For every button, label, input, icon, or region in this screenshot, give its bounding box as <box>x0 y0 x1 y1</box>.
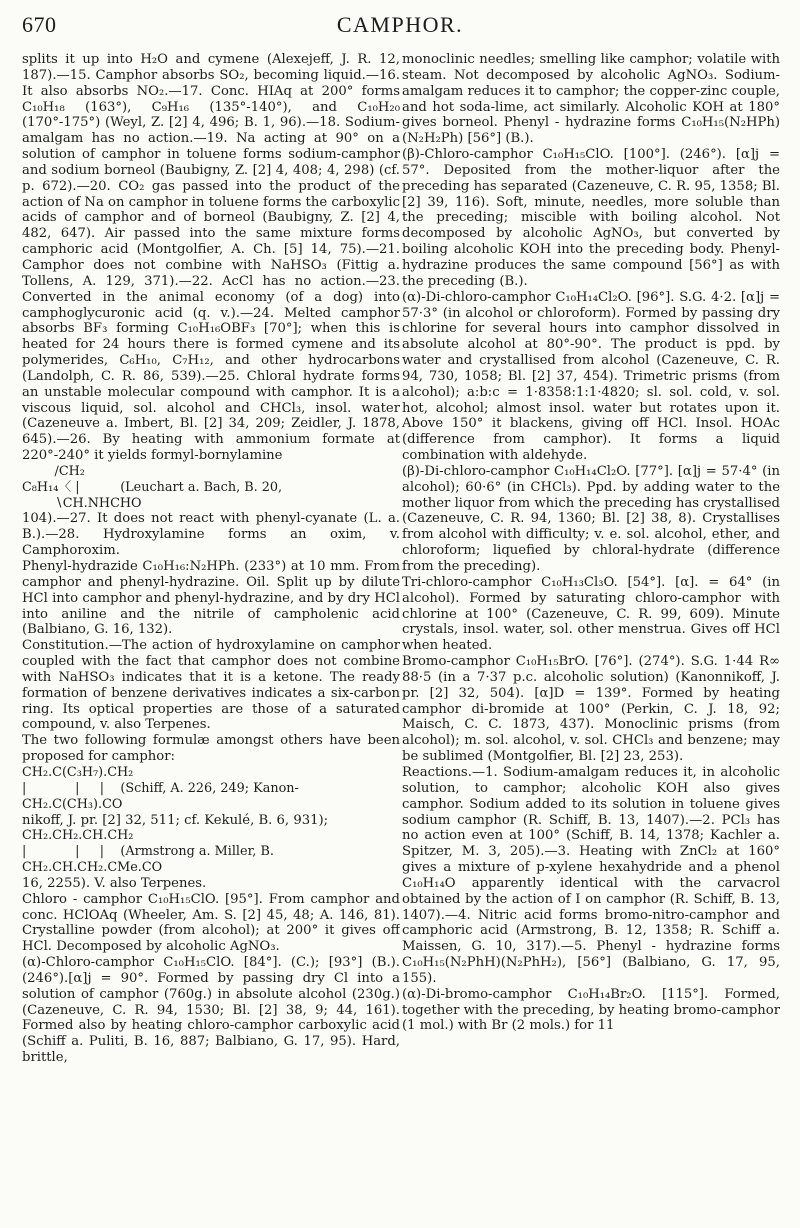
paragraph-alpha-chloro-continued: monoclinic needles; smelling like camphor; volatile with steam. Not decomposed by alcoholic AgNO₃. Sodium-amalgam reduces it to camphor; the copper-zinc couple, and hot soda-lime, act similarly. Alcoholic KOH at 180° gives borneol. Phenyl - hydrazine forms C₁₀H₁₅(N₂HPh)(N₂H₂Ph) [56°] (B.). <box>402 52 780 147</box>
entry-chloro-camphor: Chloro - camphor C₁₀H₁₅ClO. [95°]. From camphor and conc. HClOAq (Wheeler, Am. S. [2] 45, 48; A. 146, 81). Crystalline powder (from alcohol); at 200° it gives off HCl. Decomposed by alcoholic AgNO₃. <box>22 891 400 955</box>
entry-bromo-camphor: Bromo-camphor C₁₀H₁₅BrO. [76°]. (274°). S.G. 1·44 R∞ 88·5 (in a 7·37 p.c. alcoholic solution) (Kanonnikoff, J. pr. [2] 32, 504). [α]D = 139°. Formed by heating camphor di-bromide at 100° (Perkin, C. J. 18, 92; Maisch, C. C. 1873, 437). Monoclinic prisms (from alcohol); m. sol. alcohol, v. sol. CHCl₃ and benzene; may be sublimed (Montgolfier, Bl. [2] 23, 253). <box>402 654 780 765</box>
paragraph-bromo-reactions: Reactions.—1. Sodium-amalgam reduces it, in alcoholic solution, to camphor; alcoholic KOH also gives camphor. Sodium added to its solution in toluene gives sodium camphor (R. Schiff, B. 13, 1407).—2. PCl₃ has no action even at 100° (Schiff, B. 14, 1378; Kachler a. Spitzer, M. 3, 205).—3. Heating with ZnCl₂ at 160° gives a mixture of p-xylene hexahydride and a phenol C₁₀H₁₄O apparently identical with the carvacrol obtained by the action of I on camphor (R. Schiff, B. 13, 1407).—4. Nitric acid forms bromo-nitro-camphor and camphoric acid (Armstrong, B. 12, 1358; R. Schiff a. Maissen, G. 10, 317).—5. Phenyl - hydrazine forms C₁₀H₁₅(N₂PhH)(N₂PhH₂), [56°] (Balbiano, G. 17, 95, 155). <box>402 764 780 986</box>
page-number: 670 <box>22 12 57 37</box>
entry-beta-dichloro-camphor: (β)-Di-chloro-camphor C₁₀H₁₄Cl₂O. [77°]. [α]j = 57·4° (in alcohol); 60·6° (in CHCl₃). Ppd. by adding water to the mother liquor from which the preceding has crystallised (Cazeneuve, C. R. 94, 1360; Bl. [2] 38, 8). Crystallises from alcohol with difficulty; v. e. sol. alcohol, ether, and chloroform; liquefied by chloral-hydrate (difference from the preceding). <box>402 463 780 574</box>
paragraph-kanonnikoff-ref: nikoff, J. pr. [2] 32, 511; cf. Kekulé, B. 6, 931); <box>22 812 329 828</box>
paragraph-constitution: Constitution.—The action of hydroxylamine on camphor coupled with the fact that camphor does not combine with NaHSO₃ indicates that it is a ketone. The ready formation of benzene derivatives indicates a six-carbon ring. Its optical properties are those of a saturated compound, v. also Terpenes. <box>22 638 400 733</box>
page-header <box>22 12 778 36</box>
running-head: CAMPHOR. <box>336 12 464 37</box>
paragraph-reactions-15-26: splits it up into H₂O and cymene (Alexejeff, J. R. 12, 187).—15. Camphor absorbs SO₂, becoming liquid.—16. It also absorbs NO₂.—17. Conc. HIAq at 200° forms C₁₀H₁₈ (163°), C₉H₁₆ (135°-140°), and C₁₀H₂₀ (170°-175°) (Weyl, Z. [2] 4, 496; B. 1, 96).—18. Sodium-amalgam has no action.—19. Na acting at 90° on a solution of camphor in toluene forms sodium-camphor and sodium borneol (Baubigny, Z. [2] 4, 408; 4, 298) (cf. p. 672).—20. CO₂ gas passed into the product of the action of Na on camphor in toluene forms the carboxylic acids of camphor and of borneol (Baubigny, Z. [2] 4, 482, 647). Air passed into the same mixture forms camphoric acid (Montgolfier, A. Ch. [5] 14, 75).—21. Camphor does not combine with NaHSO₃ (Fittig a. Tollens, A. 129, 371).—22. AcCl has no action.—23. Converted in the animal economy (of a dog) into camphoglycuronic acid (q. v.).—24. Melted camphor absorbs BF₃ forming C₁₀H₁₆OBF₃ [70°]; when this is heated for 24 hours there is formed cymene and its polymerides, C₆H₁₀, C₇H₁₂, and other hydrocarbons (Landolph, C. R. 86, 539).—25. Chloral hydrate forms an unstable molecular compound with camphor. It is a viscous liquid, sol. alcohol and CHCl₃, insol. water (Cazeneuve a. Imbert, Bl. [2] 34, 209; Zeidler, J. 1878, 645).—26. By heating with ammonium formate at 220°-240° it yields formyl-bornylamine <box>22 52 400 464</box>
paragraph-armstrong-ref: 16, 2255). V. also Terpenes. <box>22 875 207 891</box>
formula-formyl-bornylamine: ∕CH₂ C₈H₁₄〈 | (Leuchart a. Bach, B. 20, ∖CH.NHCHO <box>22 463 283 511</box>
paragraph-phenyl-hydrazide: Phenyl-hydrazide C₁₀H₁₆:N₂HPh. (233°) at 10 mm. From camphor and phenyl-hydrazine. Oil. Split up by dilute HCl into camphor and phenyl-hydrazine, and by dry HCl into aniline and the nitrile of campholenic acid (Balbiano, G. 16, 132). <box>22 559 400 638</box>
left-column <box>22 52 400 1218</box>
entry-trichloro-camphor: Tri-chloro-camphor C₁₀H₁₃Cl₃O. [54°]. [α]. = 64° (in alcohol). Formed by saturating chloro-camphor with chlorine at 100° (Cazeneuve, C. R. 99, 609). Minute crystals, insol. water, sol. other menstrua. Gives off HCl when heated. <box>402 574 780 654</box>
right-column <box>402 52 780 1218</box>
entry-alpha-chloro-camphor: (α)-Chloro-camphor C₁₀H₁₅ClO. [84°]. (C.); [93°] (B.). (246°).[α]j = 90°. Formed by passing dry Cl into a solution of camphor (760g.) in absolute alcohol (230g.) (Cazeneuve, C. R. 94, 1530; Bl. [2] 38, 9; 44, 161). Formed also by heating chloro-camphor carboxylic acid (Schiff a. Puliti, B. 16, 887; Balbiano, G. 17, 95). Hard, brittle, <box>22 955 400 1066</box>
entry-alpha-dibromo-camphor: (α)-Di-bromo-camphor C₁₀H₁₄Br₂O. [115°]. Formed, together with the preceding, by heating bromo-camphor (1 mol.) with Br (2 mols.) for 11 <box>402 986 780 1034</box>
entry-beta-chloro-camphor: (β)-Chloro-camphor C₁₀H₁₅ClO. [100°]. (246°). [α]j = 57°. Deposited from the mother-liquor after the preceding has separated (Cazeneuve, C. R. 95, 1358; Bl. [2] 39, 116). Soft, minute, needles, more soluble than the preceding; miscible with boiling alcohol. Not decomposed by alcoholic AgNO₃, but converted by boiling alcoholic KOH into the preceding body. Phenyl-hydrazine produces the same compound [56°] as with the preceding (B.). <box>402 147 780 289</box>
formula-armstrong-miller: CH₂.CH₂.CH.CH₂ | | | (Armstrong a. Miller, B. CH₂.CH.CH₂.CMe.CO <box>22 828 274 876</box>
paragraph-reactions-27-28: 104).—27. It does not react with phenyl-cyanate (L. a. B.).—28. Hydroxylamine forms an oxim, v. Camphoroxim. <box>22 511 400 559</box>
paragraph-formulae-intro: The two following formulæ amongst others have been proposed for camphor: <box>22 733 400 765</box>
formula-schiff-kanonnikoff: CH₂.C(C₃H₇).CH₂ | | | (Schiff, A. 226, 249; Kanon- CH₂.C(CH₃).CO <box>22 764 299 812</box>
entry-alpha-dichloro-camphor: (α)-Di-chloro-camphor C₁₀H₁₄Cl₂O. [96°]. S.G. 4·2. [α]j = 57·3° (in alcohol or chloroform). Formed by passing dry chlorine for several hours into camphor dissolved in absolute alcohol at 80°-90°. The product is ppd. by water and crystallised from alcohol (Cazeneuve, C. R. 94, 730, 1058; Bl. [2] 37, 454). Trimetric prisms (from alcohol); a:b:c = 1·8358:1:1·4820; sl. sol. cold, v. sol. hot, alcohol; almost insol. water but rotates upon it. Above 150° it blackens, giving off HCl. Insol. HOAc (difference from camphor). It forms a liquid combination with aldehyde. <box>402 289 780 464</box>
